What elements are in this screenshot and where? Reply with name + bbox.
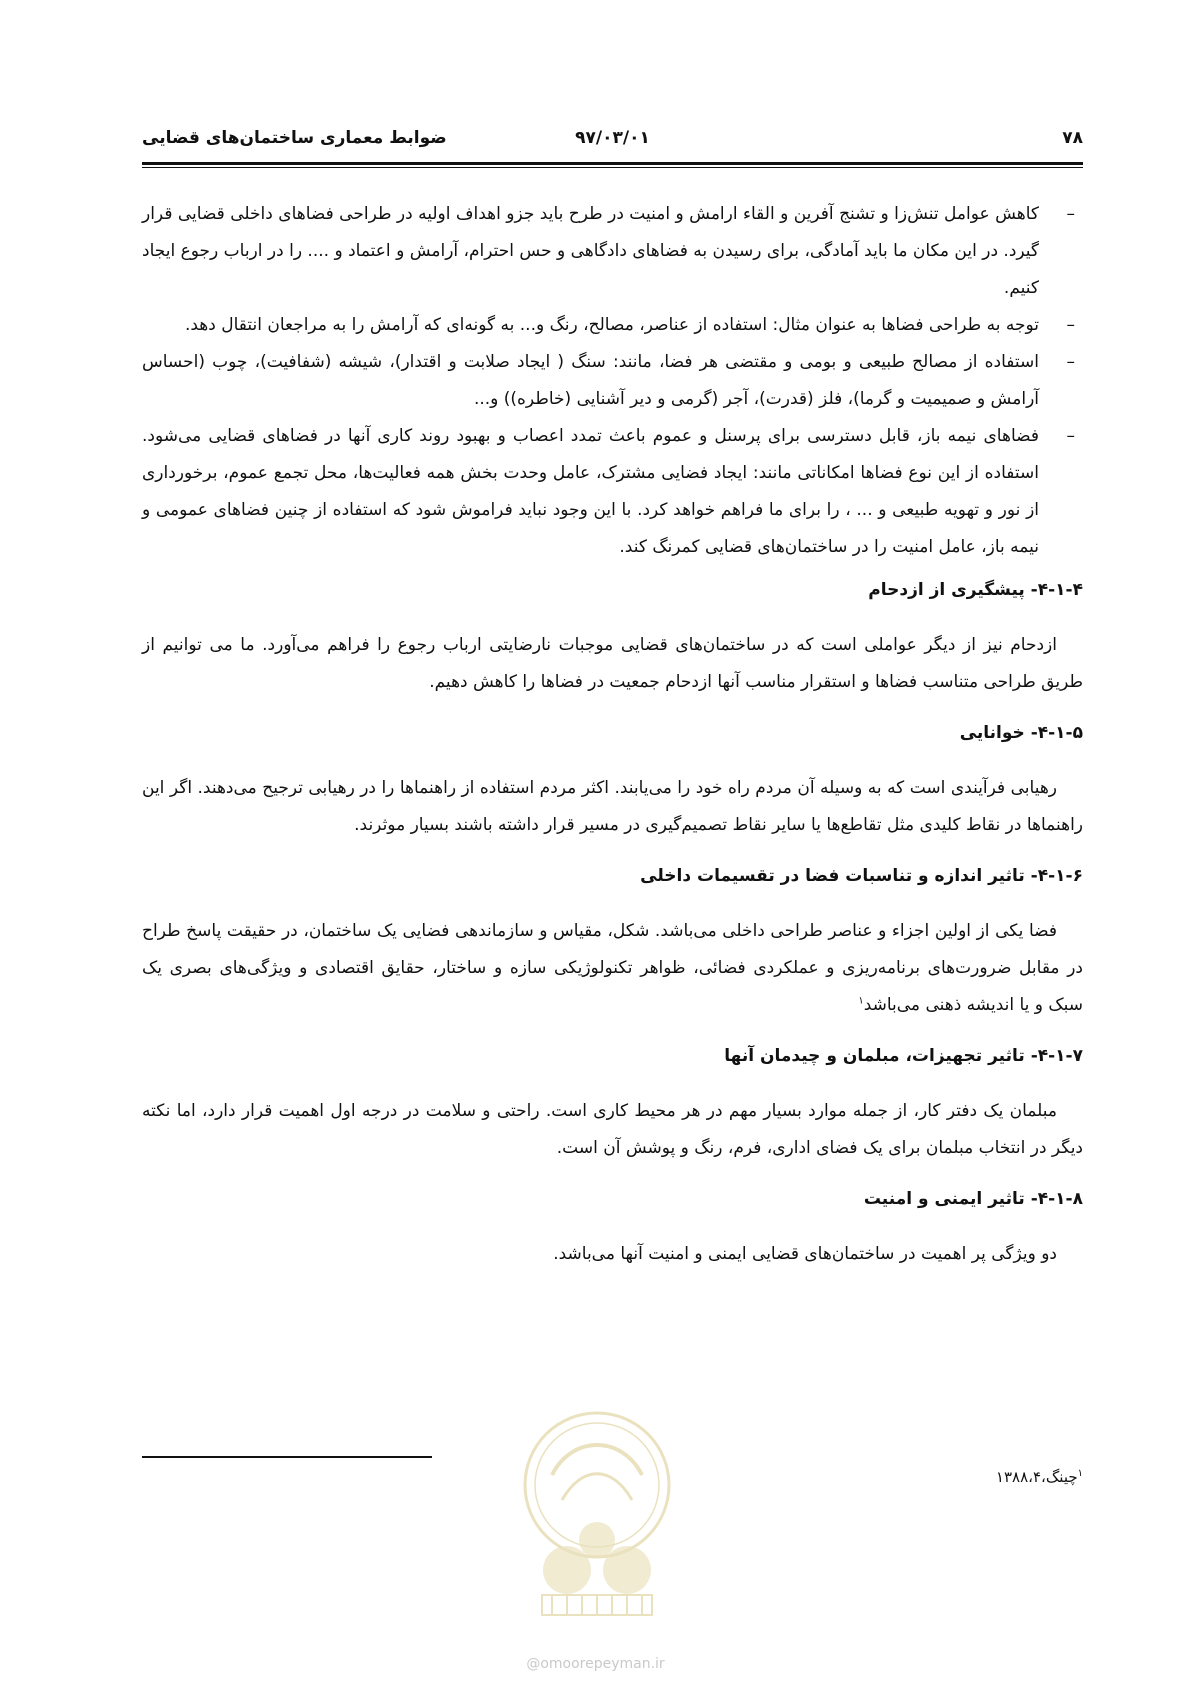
section-text-safety: دو ویژگی پر اهمیت در ساختمان‌های قضایی ایمنی و امنیت آنها می‌باشد. [553, 1244, 1057, 1264]
bullet-text: توجه به طراحی فضاها به عنوان مثال: استفاده از عناصر، مصالح، رنگ و... به گونه‌ای که آرامش را به مراجعان انتقال دهد. [184, 315, 1039, 335]
list-item [142, 344, 1083, 418]
section-text-furniture: مبلمان یک دفتر کار، از جمله موارد بسیار مهم در هر محیط کاری است. راحتی و سلامت در درجه اول اهمیت قرار دارد، اما نکته دیگر در انتخاب مبلمان برای یک فضای اداری، فرم، رنگ و پوشش آن است. [142, 1101, 1083, 1158]
page-number: ۷۸ [1062, 128, 1083, 148]
footnote-reference[interactable]: ۱ [858, 995, 864, 1007]
header-rule-thin [142, 167, 1083, 168]
bullet-list [142, 196, 1083, 566]
header-rule-thick [142, 162, 1083, 165]
header-date: ۹۷/۰۳/۰۱ [575, 128, 650, 148]
section-heading-crowding: ۴-۱-۴- پیشگیری از ازدحام [868, 580, 1083, 600]
section-text-crowding: ازدحام نیز از دیگر عواملی است که در ساختمان‌های قضایی موجبات نارضایتی ارباب رجوع را فراهم می‌آورد. ما می توانیم از طریق طراحی متناسب فضاها و استقرار مناسب آنها ازدحام جمعیت در فضاها را کاهش دهیم. [142, 635, 1083, 692]
page-header [142, 128, 1083, 158]
bullet-dash: – [1066, 426, 1075, 446]
watermark-logo-icon [512, 1405, 682, 1625]
section-heading-safety: ۴-۱-۸- تاثیر ایمنی و امنیت [863, 1189, 1083, 1209]
footnote-text: چینگ،۱۳۸۸،۴ [995, 1468, 1078, 1486]
bullet-dash: – [1066, 204, 1075, 224]
list-item [142, 196, 1083, 307]
bullet-text: استفاده از مصالح طبیعی و بومی و مقتضی هر فضا، مانند: سنگ ( ایجاد صلابت و اقتدار)، شیشه (شفافیت)، چوب (احساس آرامش و صمیمیت و گرما)، فلز (قدرت)، آجر (گرمی و دیر آشنایی (خاطره)) و... [142, 352, 1039, 409]
list-item [142, 307, 1083, 344]
header-title: ضوابط معماری ساختمان‌های قضایی [142, 128, 447, 148]
bullet-dash: – [1066, 315, 1075, 335]
footnote-mark: ۱ [1077, 1468, 1083, 1479]
bullet-text: کاهش عوامل تنش‌زا و تشنج آفرین و القاء ارامش و امنیت در طرح باید جزو اهداف اولیه در طراحی فضاهای داخلی قضایی قرار گیرد. در این مکان ما باید آمادگی، برای رسیدن به فضاهای دادگاهی و حس احترام، آرامش و اعتماد و .... را در ارباب رجوع ایجاد کنیم. [142, 204, 1039, 298]
section-text-legibility: رهیابی فرآیندی است که به وسیله آن مردم راه خود را می‌یابند. اکثر مردم استفاده از راهنماها را در رهیابی ترجیح می‌دهند. اگر این راهنماها در نقاط کلیدی مثل تقاطع‌ها یا سایر نقاط تصمیم‌گیری در مسیر قرار داشته باشند بسیار موثرند. [142, 778, 1083, 835]
section-heading-furniture: ۴-۱-۷- تاثیر تجهیزات، مبلمان و چیدمان آنها [724, 1046, 1083, 1066]
section-heading-legibility: ۴-۱-۵- خوانایی [959, 723, 1083, 743]
footnote-rule [142, 1456, 432, 1458]
bullet-dash: – [1066, 352, 1075, 372]
watermark-site: @omoorepeyman.ir [526, 1656, 665, 1672]
section-text-space-proportions: فضا یکی از اولین اجزاء و عناصر طراحی داخلی می‌باشد. شکل، مقیاس و سازماندهی فضایی یک ساختمان، در حقیقت پاسخ طراح در مقابل ضرورت‌های برنامه‌ریزی و عملکردی فضائی، ظواهر تکنولوژیکی سازه و ساختار، حقایق اقتصادی و ویژگی‌های بصری یک سبک و یا اندیشه ذهنی می‌باشد [142, 921, 1083, 1015]
footnote [996, 1468, 1083, 1486]
bullet-text: فضاهای نیمه باز، قابل دسترسی برای پرسنل و عموم باعث تمدد اعصاب و بهبود روند کاری آنها در فضاهای قضایی می‌شود. استفاده از این نوع فضاها امکاناتی مانند: ایجاد فضایی مشترک، عامل وحدت بخش همه فعالیت‌ها، محل تجمع عموم، برخورداری از نور و تهویه طبیعی و ... ، را برای ما فراهم خواهد کرد. با این وجود نباید فراموش شود که استفاده از چنین فضاهای عمومی و نیمه باز، عامل امنیت را در ساختمان‌های قضایی کمرنگ کند. [142, 426, 1039, 557]
body-content [142, 196, 1083, 1287]
section-paragraph-space-proportions [142, 913, 1083, 1024]
list-item [142, 418, 1083, 566]
section-heading-space-proportions: ۴-۱-۶- تاثیر اندازه و تناسبات فضا در تقسیمات داخلی [640, 866, 1083, 886]
